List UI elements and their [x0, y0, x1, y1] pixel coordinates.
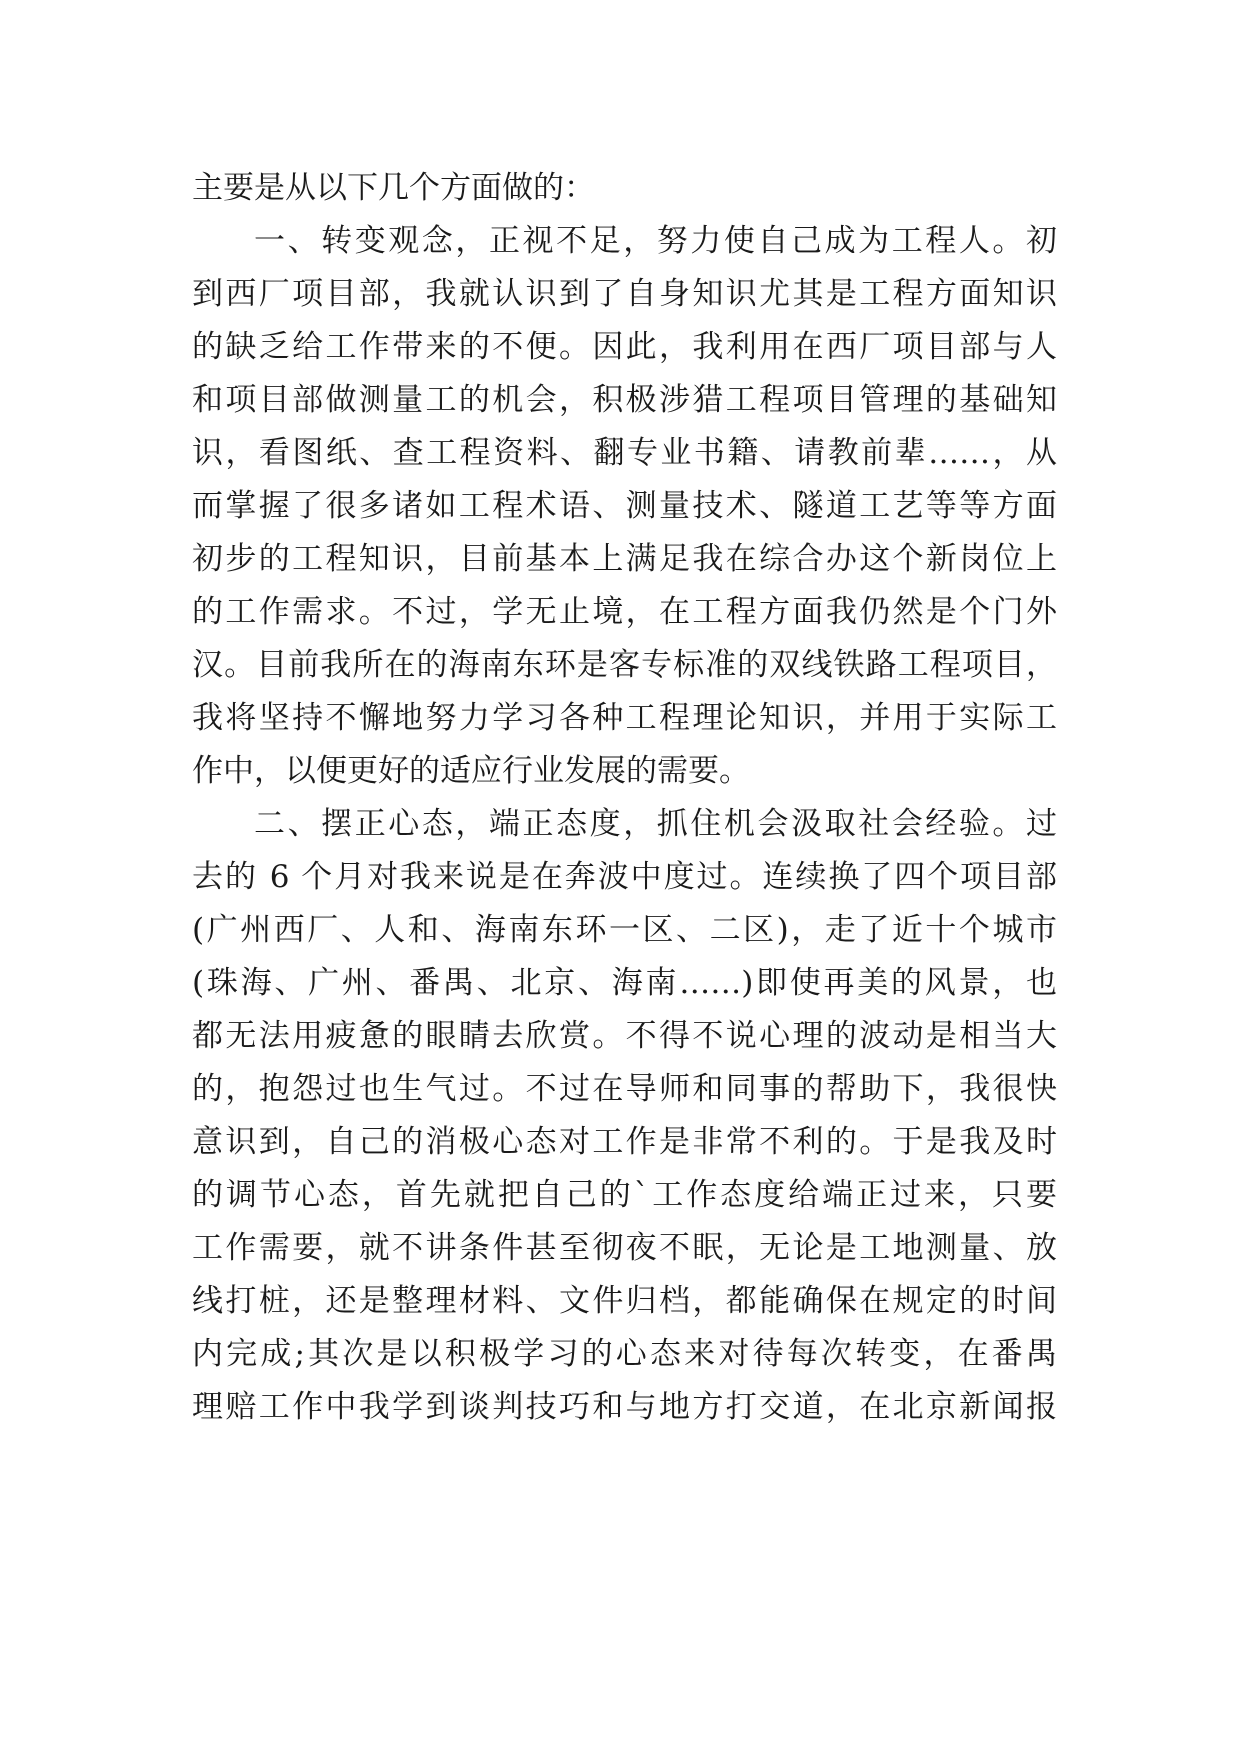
text-line: 主要是从以下几个方面做的：	[192, 170, 595, 206]
text-line: 识，看图纸、查工程资料、翻专业书籍、请教前辈……，从	[192, 435, 1057, 471]
text-line: 的调节心态，首先就把自己的`工作态度给端正过来，只要	[192, 1177, 1057, 1213]
text-line: 初步的工程知识，目前基本上满足我在综合办这个新岗位上	[192, 541, 1057, 577]
text-line: 一、转变观念，正视不足，努力使自己成为工程人。初	[254, 223, 1057, 259]
text-line: 都无法用疲惫的眼睛去欣赏。不得不说心理的波动是相当大	[192, 1018, 1057, 1054]
text-line: 去的 6 个月对我来说是在奔波中度过。连续换了四个项目部	[192, 859, 1057, 895]
text-line: 理赔工作中我学到谈判技巧和与地方打交道，在北京新闻报	[192, 1389, 1057, 1425]
text-line: 的缺乏给工作带来的不便。因此，我利用在西厂项目部与人	[192, 329, 1057, 365]
text-line: 和项目部做测量工的机会，积极涉猎工程项目管理的基础知	[192, 382, 1057, 418]
text-line: 到西厂项目部，我就认识到了自身知识尤其是工程方面知识	[192, 276, 1057, 312]
text-line: 线打桩，还是整理材料、文件归档，都能确保在规定的时间	[192, 1283, 1057, 1319]
document-body	[192, 162, 1057, 1434]
text-line: 汉。目前我所在的海南东环是客专标准的双线铁路工程项目，	[192, 647, 1057, 683]
text-line: (广州西厂、人和、海南东环一区、二区)，走了近十个城市	[192, 912, 1057, 948]
text-line: 的工作需求。不过，学无止境，在工程方面我仍然是个门外	[192, 594, 1057, 630]
paragraph	[192, 162, 1057, 215]
text-line: 工作需要，就不讲条件甚至彻夜不眠，无论是工地测量、放	[192, 1230, 1057, 1266]
text-line: 我将坚持不懈地努力学习各种工程理论知识，并用于实际工	[192, 700, 1057, 736]
text-line: 的，抱怨过也生气过。不过在导师和同事的帮助下，我很快	[192, 1071, 1057, 1107]
text-line: 而掌握了很多诸如工程术语、测量技术、隧道工艺等等方面	[192, 488, 1057, 524]
text-line: (珠海、广州、番禺、北京、海南……)即使再美的风景，也	[192, 965, 1057, 1001]
paragraph	[192, 798, 1057, 1434]
text-line: 意识到，自己的消极心态对工作是非常不利的。于是我及时	[192, 1124, 1057, 1160]
text-line: 二、摆正心态，端正态度，抓住机会汲取社会经验。过	[254, 806, 1057, 842]
paragraph	[192, 215, 1057, 798]
text-line: 内完成;其次是以积极学习的心态来对待每次转变，在番禺	[192, 1336, 1057, 1372]
text-line: 作中，以便更好的适应行业发展的需要。	[192, 753, 750, 789]
